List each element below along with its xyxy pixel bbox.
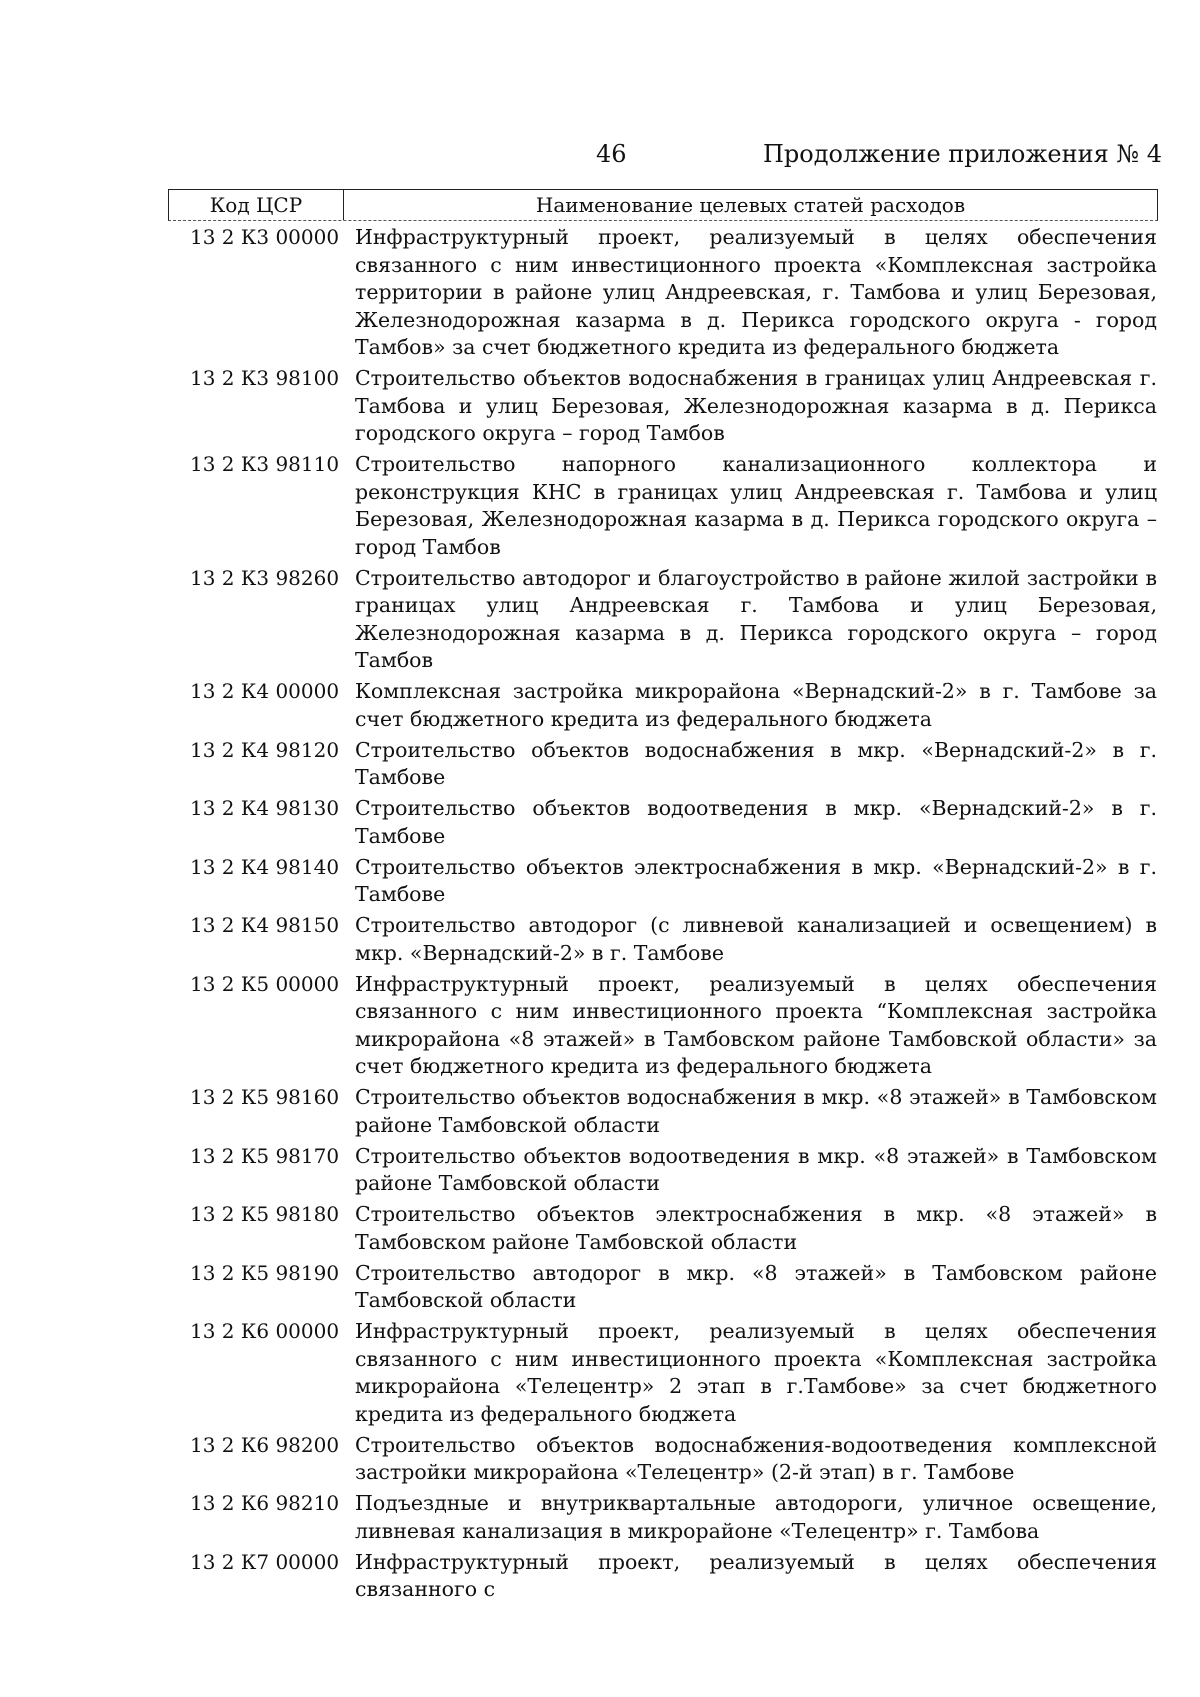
- table-row: [168, 912, 1158, 967]
- row-name: Строительство объектов электроснабжения в мкр. «8 этажей» в Тамбовском районе Тамбовской области: [355, 1202, 1157, 1254]
- row-code: 13 2 К3 98260: [190, 565, 340, 590]
- column-header-name: Наименование целевых статей расходов: [535, 193, 966, 217]
- row-code: 13 2 К7 00000: [190, 1549, 340, 1574]
- row-name: Строительство объектов водоснабжения в мкр. «8 этажей» в Тамбовском районе Тамбовской области: [355, 1085, 1157, 1137]
- row-name: Строительство автодорог в мкр. «8 этажей» в Тамбовском районе Тамбовской области: [355, 1260, 1157, 1312]
- table-row: [168, 224, 1158, 362]
- row-code: 13 2 К3 00000: [190, 225, 340, 249]
- table-header: [168, 189, 1158, 221]
- row-code: 13 2 К3 98100: [190, 366, 340, 390]
- table-row: [168, 1318, 1158, 1428]
- table-row: [168, 971, 1158, 1081]
- row-name: Строительство объектов водоснабжения в мкр. «Вернадский-2» в г. Тамбове: [355, 737, 1157, 789]
- table-body: [168, 224, 1158, 1607]
- row-name: Комплексная застройка микрорайона «Вернадский-2» в г. Тамбове за счет бюджетного кредита из федерального бюджета: [355, 679, 1157, 731]
- row-name: Строительство объектов водоотведения в мкр. «8 этажей» в Тамбовском районе Тамбовской области: [355, 1143, 1157, 1195]
- row-code: 13 2 К4 98120: [190, 737, 340, 762]
- column-header-code: Код ЦСР: [169, 190, 344, 220]
- row-name: Строительство объектов водоснабжения в границах улиц Андреевская г. Тамбова и улиц Березовая, Железнодорожная казарма в д. Перикса городского округа – город Тамбов: [355, 366, 1157, 445]
- row-code: 13 2 К6 98210: [190, 1491, 340, 1515]
- row-code: 13 2 К5 98170: [190, 1143, 340, 1168]
- row-code: 13 2 К6 98200: [190, 1432, 340, 1457]
- table-row: [168, 1201, 1158, 1256]
- row-name: Инфраструктурный проект, реализуемый в целях обеспечения связанного с: [355, 1549, 1157, 1601]
- row-name: Строительство объектов водоотведения в мкр. «Вернадский-2» в г. Тамбове: [355, 796, 1157, 848]
- row-name: Инфраструктурный проект, реализуемый в целях обеспечения связанного с ним инвестиционного проекта “Комплексная застройка микрорайона «8 этажей» в Тамбовском районе Тамбовской области» за счет бюджетного кредита из федерального бюджета: [355, 971, 1157, 1078]
- appendix-note: Продолжение приложения № 4: [762, 140, 1162, 168]
- table-row: [168, 1143, 1158, 1198]
- row-name: Инфраструктурный проект, реализуемый в целях обеспечения связанного с ним инвестиционного проекта «Комплексная застройка микрорайона «Телецентр» 2 этап в г.Тамбове» за счет бюджетного кредита из федерального бюджета: [355, 1319, 1157, 1426]
- table-row: [168, 565, 1158, 675]
- row-code: 13 2 К5 98190: [190, 1260, 340, 1285]
- row-code: 13 2 К5 00000: [190, 971, 340, 996]
- table-row: [168, 1084, 1158, 1139]
- row-code: 13 2 К4 98140: [190, 854, 340, 879]
- table-row: [168, 1490, 1158, 1545]
- row-code: 13 2 К5 98160: [190, 1085, 340, 1109]
- row-code: 13 2 К3 98110: [190, 452, 340, 476]
- row-code: 13 2 К6 00000: [190, 1319, 340, 1343]
- row-name: Строительство автодорог (с ливневой канализацией и освещением) в мкр. «Вернадский-2» в г. Тамбове: [355, 913, 1157, 965]
- row-code: 13 2 К4 98150: [190, 913, 340, 937]
- row-code: 13 2 К4 00000: [190, 679, 340, 703]
- table-row: [168, 1260, 1158, 1315]
- table-row: [168, 365, 1158, 448]
- table-row: [168, 795, 1158, 850]
- row-name: Подъездные и внутриквартальные автодороги, уличное освещение, ливневая канализация в микрорайоне «Телецентр» г. Тамбова: [355, 1491, 1157, 1543]
- table-row: [168, 854, 1158, 909]
- table-row: [168, 1432, 1158, 1487]
- row-name: Инфраструктурный проект, реализуемый в целях обеспечения связанного с ним инвестиционного проекта «Комплексная застройка территории в районе улиц Андреевская, г. Тамбова и улиц Березовая, Железнодорожная казарма в д. Перикса городского округа - город Тамбов» за счет бюджетного кредита из федерального бюджета: [355, 225, 1157, 359]
- row-name: Строительство объектов водоснабжения-водоотведения комплексной застройки микрорайона «Телецентр» (2-й этап) в г. Тамбове: [355, 1432, 1157, 1484]
- table-row: [168, 451, 1158, 561]
- row-name: Строительство автодорог и благоустройство в районе жилой застройки в границах улиц Андреевская г. Тамбова и улиц Березовая, Железнодорожная казарма в д. Перикса городского округа – город Тамбов: [355, 565, 1157, 672]
- table-row: [168, 678, 1158, 733]
- row-name: Строительство объектов электроснабжения в мкр. «Вернадский-2» в г. Тамбове: [355, 854, 1157, 906]
- row-code: 13 2 К5 98180: [190, 1202, 340, 1226]
- table-row: [168, 1549, 1158, 1604]
- row-code: 13 2 К4 98130: [190, 796, 340, 820]
- row-name: Строительство напорного канализационного коллектора и реконструкция КНС в границах улиц Андреевская г. Тамбова и улиц Березовая, Железнодорожная казарма в д. Перикса городского округа – город Тамбов: [355, 452, 1157, 559]
- page-number: 46: [596, 140, 627, 168]
- table-row: [168, 737, 1158, 792]
